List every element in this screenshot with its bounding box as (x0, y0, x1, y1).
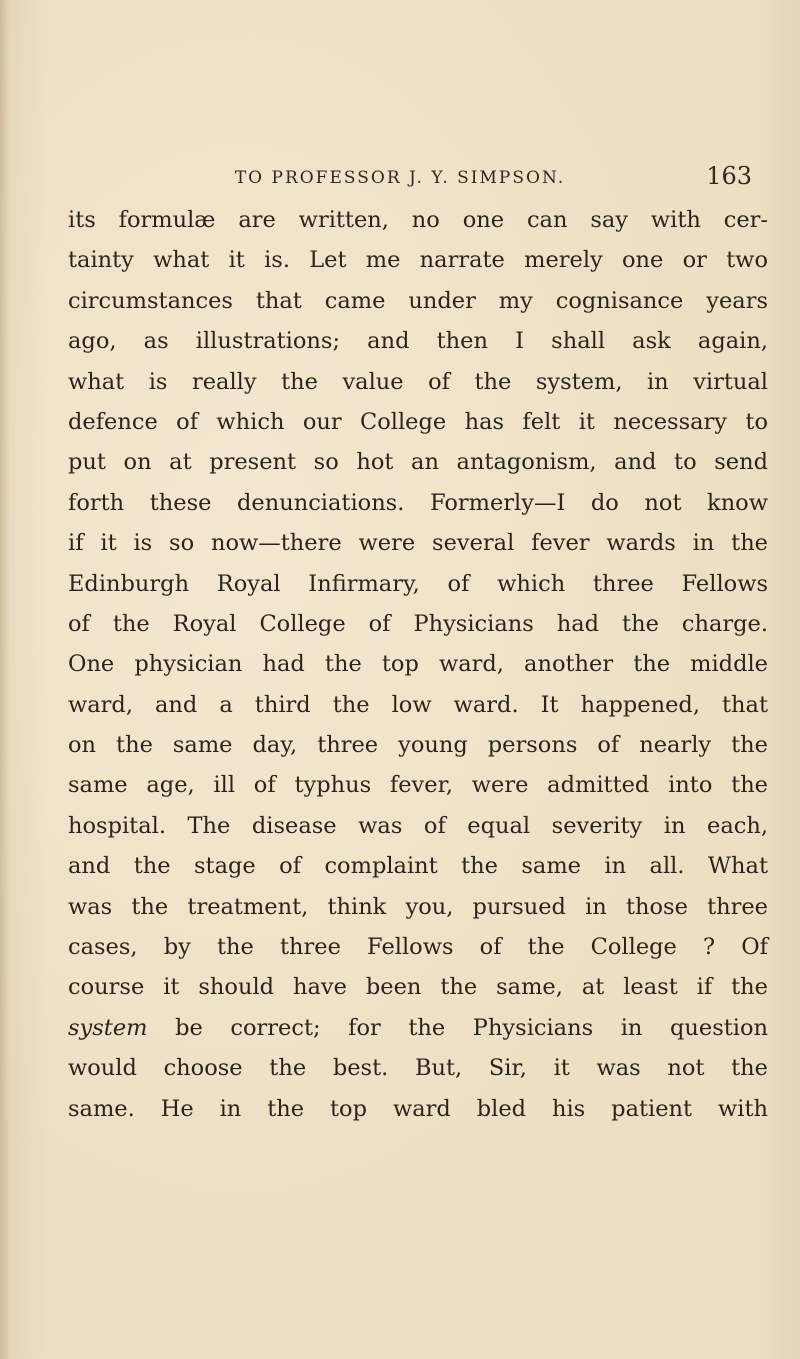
text-line (68, 362, 768, 402)
text-line (68, 806, 768, 846)
text-line (68, 483, 768, 523)
text-line (68, 523, 768, 563)
text-line (68, 281, 768, 321)
text-line-content: of the Royal College of Physicians had the charge. (68, 610, 768, 637)
text-line (68, 402, 768, 442)
text-line-content: put on at present so hot an antagonism, and to send (68, 449, 768, 476)
text-line-content: One physician had the top ward, another the middle (68, 651, 768, 678)
text-line-content: would choose the best. But, Sir, it was not the (68, 1055, 768, 1082)
text-line (68, 240, 768, 280)
text-line-content: same age, ill of typhus fever, were admitted into the (68, 772, 768, 799)
text-line-content: and the stage of complaint the same in all. What (68, 853, 768, 880)
text-line-content: be correct; for the Physicians in question (175, 1014, 769, 1041)
page-header (0, 0, 800, 200)
text-line (68, 442, 768, 482)
text-line-content: circumstances that came under my cognisance years (68, 287, 768, 314)
italic-word: system (68, 1014, 148, 1041)
text-line (68, 1048, 768, 1088)
text-line-content: course it should have been the same, at least if the (68, 974, 768, 1001)
text-line (68, 846, 768, 886)
text-line (68, 725, 768, 765)
text-line (68, 644, 768, 684)
text-line (68, 200, 768, 240)
text-line-content: if it is so now—there were several fever wards in the (68, 530, 768, 557)
text-line-content: forth these denunciations. Formerly—I do not know (68, 489, 768, 516)
text-line-content: hospital. The disease was of equal severity in each, (68, 812, 768, 839)
text-line-content: cases, by the three Fellows of the College ? Of (68, 934, 768, 961)
text-line-content: was the treatment, think you, pursued in those three (68, 893, 768, 920)
text-line (68, 685, 768, 725)
text-line-content: its formulæ are written, no one can say with cer- (68, 207, 768, 233)
body-text (68, 200, 768, 1129)
text-line-content: Edinburgh Royal Infirmary, of which three Fellows (68, 570, 768, 597)
text-line-content: tainty what it is. Let me narrate merely one or two (68, 247, 768, 274)
text-line (68, 1089, 768, 1129)
text-line-content: ward, and a third the low ward. It happened, that (68, 691, 768, 718)
text-line-content: ago, as illustrations; and then I shall ask again, (68, 328, 768, 355)
text-line-content: same. He in the top ward bled his patient with (68, 1095, 768, 1122)
text-line (68, 1008, 768, 1048)
text-line (68, 927, 768, 967)
text-line (68, 321, 768, 361)
text-line (68, 887, 768, 927)
binding-edge (0, 0, 10, 1359)
running-head: TO PROFESSOR J. Y. SIMPSON. (234, 168, 566, 188)
text-line (68, 967, 768, 1007)
text-line-content: what is really the value of the system, in virtual (68, 368, 768, 395)
text-line (68, 564, 768, 604)
text-line (68, 604, 768, 644)
page-number: 163 (706, 162, 752, 190)
text-line-content: defence of which our College has felt it necessary to (68, 408, 768, 435)
text-line (68, 765, 768, 805)
text-line-content: on the same day, three young persons of nearly the (68, 732, 768, 759)
